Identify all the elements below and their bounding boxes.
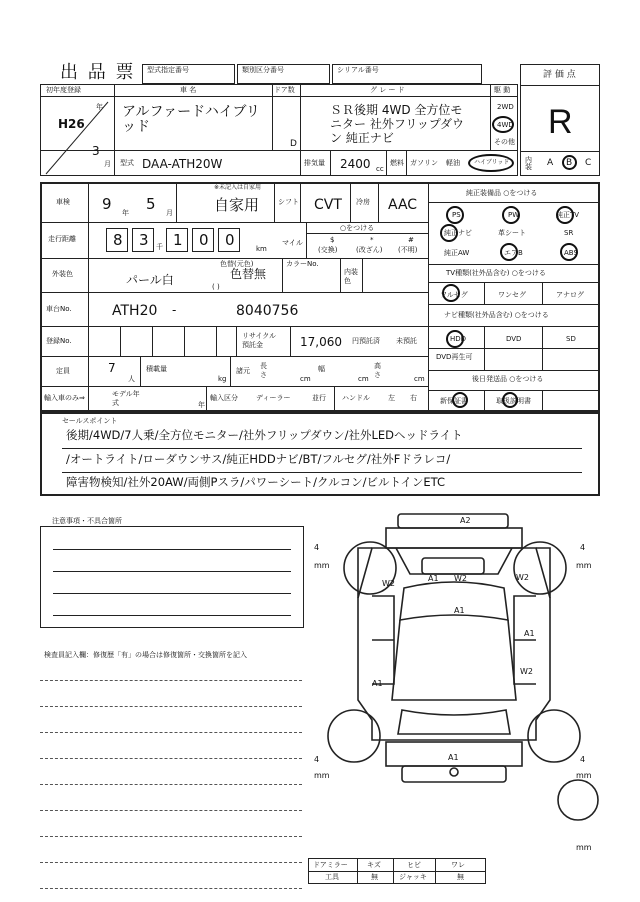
sales-line-2: /オートライト/ローダウンサス/純正HDDナビ/BT/フルセグ/社外Fドラレコ/: [66, 452, 451, 466]
caution-box: [40, 526, 304, 628]
svg-text:mm: mm: [314, 561, 330, 570]
class-box: 類別区分番号: [237, 64, 330, 84]
first-reg-month: 3: [92, 144, 100, 158]
svg-text:A1: A1: [454, 606, 465, 615]
sales-points-box: セールスポイント 後期/4WD/7人乗/全方位モニター/社外フリップダウン/社外LEDヘッドライト /オートライト/ローダウンサス/純正HDDナビ/BT/フルセグ/社外Fドラレコ/ 障害物検知/社外20AW/両側Pスラ/パワーシート/クルコン/ビルトインETC: [40, 412, 600, 496]
svg-text:mm: mm: [314, 771, 330, 780]
svg-text:W2: W2: [454, 574, 467, 583]
sales-line-3: 障害物検知/社外20AW/両側Pスラ/パワーシート/クルコン/ビルトインETC: [66, 475, 446, 489]
svg-text:4: 4: [314, 755, 320, 764]
svg-text:W2: W2: [520, 667, 533, 676]
color-value: パール白: [126, 273, 174, 287]
svg-text:A1: A1: [372, 679, 383, 688]
sales-line-1: 後期/4WD/7人乗/全方位モニター/社外フリップダウン/社外LEDヘッドライト: [66, 428, 463, 442]
tv-circle: [556, 206, 574, 224]
svg-text:4: 4: [580, 755, 586, 764]
svg-text:mm: mm: [576, 843, 592, 850]
svg-text:W2: W2: [382, 579, 395, 588]
svg-text:A1: A1: [448, 753, 459, 762]
model-cert-box: 型式指定番号: [142, 64, 235, 84]
navi-circle: [440, 224, 458, 242]
model-value: DAA-ATH20W: [142, 157, 223, 171]
pw-circle: [502, 206, 520, 224]
page-title: 出 品 票: [60, 62, 136, 83]
drive-circle: [492, 116, 514, 133]
svg-text:W2: W2: [516, 573, 529, 582]
svg-text:mm: mm: [576, 561, 592, 570]
chassis-number: 8040756: [236, 303, 299, 319]
car-name: アルファードハイブリッド: [122, 104, 260, 135]
score-box: 評 価 点 R 内装 A B C: [520, 64, 600, 176]
warranty-circle: [452, 392, 468, 408]
use-value: 自家用: [214, 196, 260, 214]
svg-text:A1: A1: [428, 574, 439, 583]
car-diagram: [310, 510, 600, 850]
label-a2: A2: [460, 516, 471, 525]
ps-circle: [446, 206, 464, 224]
svg-text:mm: mm: [576, 771, 592, 780]
hdd-circle: [446, 330, 464, 348]
svg-text:4: 4: [580, 543, 586, 552]
svg-text:A1: A1: [524, 629, 535, 638]
airbag-circle: [500, 243, 518, 261]
fuel-circle: [468, 154, 514, 172]
manual-circle: [502, 392, 518, 408]
score-value: R: [548, 103, 573, 141]
interior-circle: [562, 155, 577, 170]
inspector-lines: [40, 680, 302, 890]
first-reg-year: H26: [58, 117, 85, 131]
svg-text:4: 4: [314, 543, 320, 552]
grade-text: ＳＲ後期 4WD 全方位モニター 社外フリップダウン 純正ナビ: [330, 103, 465, 145]
fullseg-circle: [442, 284, 460, 302]
abs-circle: [560, 243, 578, 261]
serial-box: シリアル番号: [332, 64, 482, 84]
bottom-table: ドアミラー キズ ヒビ ワレ 工具 無 ジャッキ 無: [308, 858, 486, 884]
